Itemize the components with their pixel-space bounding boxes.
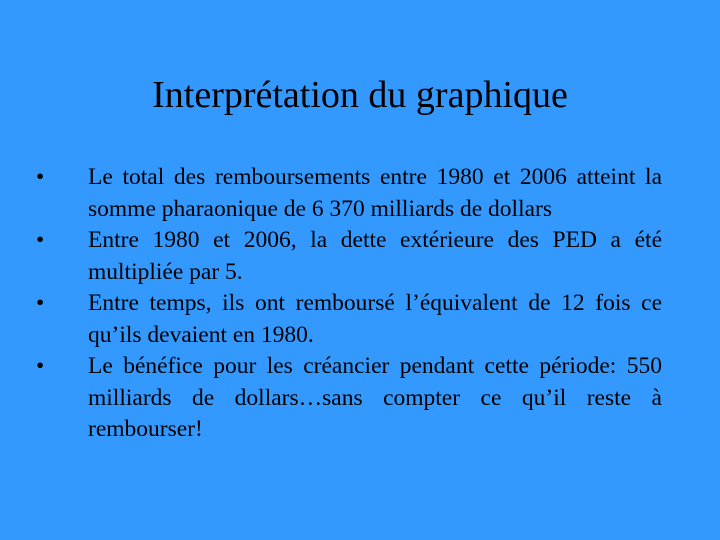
bullet-icon: • bbox=[36, 353, 45, 379]
slide-title: Interprétation du graphique bbox=[152, 74, 568, 116]
bullet-item bbox=[36, 288, 662, 351]
bullet-text: Entre 1980 et 2006, la dette extérieure des PED a été multipliée par 5. bbox=[88, 227, 662, 285]
bullet-icon: • bbox=[36, 290, 45, 316]
bullet-icon: • bbox=[36, 164, 45, 190]
bullet-item bbox=[36, 162, 662, 225]
bullet-text: Entre temps, ils ont remboursé l’équivalent de 12 fois ce qu’ils devaient en 1980. bbox=[88, 290, 662, 348]
bullet-text: Le bénéfice pour les créancier pendant cette période: 550 milliards de dollars…sans compter ce qu’il reste à rembourser! bbox=[88, 353, 662, 442]
bullet-text: Le total des remboursements entre 1980 et 2006 atteint la somme pharaonique de 6 370 milliards de dollars bbox=[88, 164, 662, 222]
bullet-item bbox=[36, 225, 662, 288]
bullet-list bbox=[36, 162, 662, 446]
bullet-item bbox=[36, 351, 662, 446]
bullet-icon: • bbox=[36, 227, 45, 253]
